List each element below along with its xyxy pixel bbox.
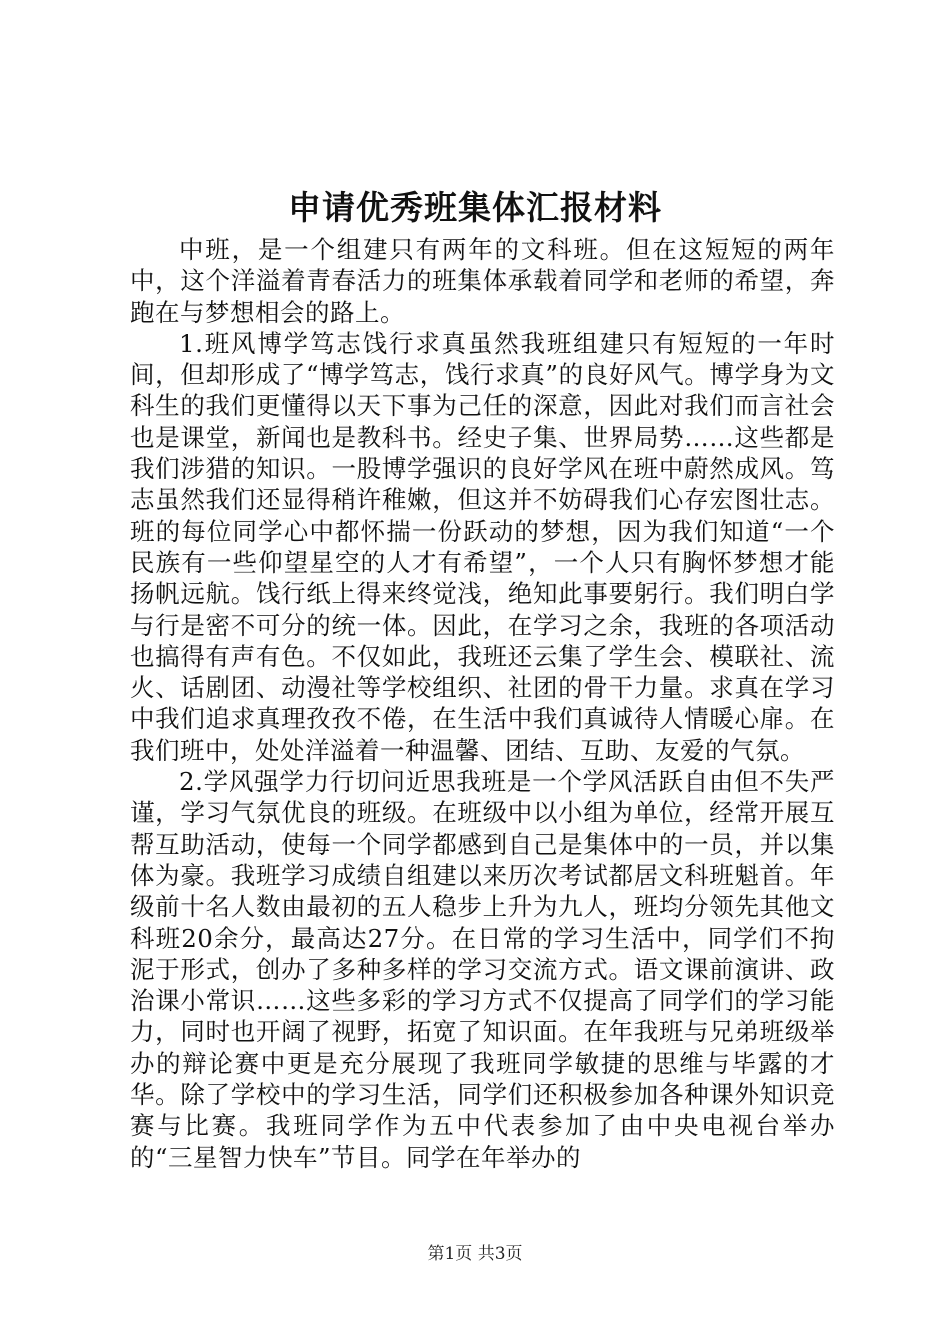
- paragraph-class-style: 1.班风博学笃志饯行求真虽然我班组建只有短短的一年时间，但却形成了“博学笃志，饯行求真”的良好风气。博学身为文科生的我们更懂得以天下事为己任的深意，因此对我们而言社会也是课堂，新闻也是教科书。经史子集、世界局势……这些都是我们涉猎的知识。一股博学强识的良好学风在班中蔚然成风。笃志虽然我们还显得稍许稚嫩，但这并不妨碍我们心存宏图壮志。班的每位同学心中都怀揣一份跃动的梦想，因为我们知道“一个民族有一些仰望星空的人才有希望”，一个人只有胸怀梦想才能扬帆远航。饯行纸上得来终觉浅，绝知此事要躬行。我们明白学与行是密不可分的统一体。因此，在学习之余，我班的各项活动也搞得有声有色。不仅如此，我班还云集了学生会、模联社、流火、话剧团、动漫社等学校组织、社团的骨干力量。求真在学习中我们追求真理孜孜不倦，在生活中我们真诚待人情暖心扉。在我们班中，处处洋溢着一种温馨、团结、互助、友爱的气氛。: [130, 328, 835, 765]
- paragraph-study-style: 2.学风强学力行切问近思我班是一个学风活跃自由但不失严谨，学习气氛优良的班级。在班级中以小组为单位，经常开展互帮互助活动，使每一个同学都感到自己是集体中的一员，并以集体为豪。我班学习成绩自组建以来历次考试都居文科班魁首。年级前十名人数由最初的五人稳步上升为九人，班均分领先其他文科班20余分，最高达27分。在日常的学习生活中，同学们不拘泥于形式，创办了多种多样的学习交流方式。语文课前演讲、政治课小常识……这些多彩的学习方式不仅提高了同学们的学习能力，同时也开阔了视野，拓宽了知识面。在年我班与兄弟班级举办的辩论赛中更是充分展现了我班同学敏捷的思维与毕露的才华。除了学校中的学习生活，同学们还积极参加各种课外知识竞赛与比赛。我班同学作为五中代表参加了由中央电视台举办的“三星智力快车”节目。同学在年举办的: [130, 767, 835, 1172]
- paragraph-intro: 中班，是一个组建只有两年的文科班。但在这短短的两年中，这个洋溢着青春活力的班集体承载着同学和老师的希望，奔跑在与梦想相会的路上。: [130, 235, 835, 327]
- document-body: [130, 234, 835, 1173]
- page-footer: 第1页 共3页: [427, 1244, 523, 1264]
- document-title: 申请优秀班集体汇报材料: [288, 188, 662, 227]
